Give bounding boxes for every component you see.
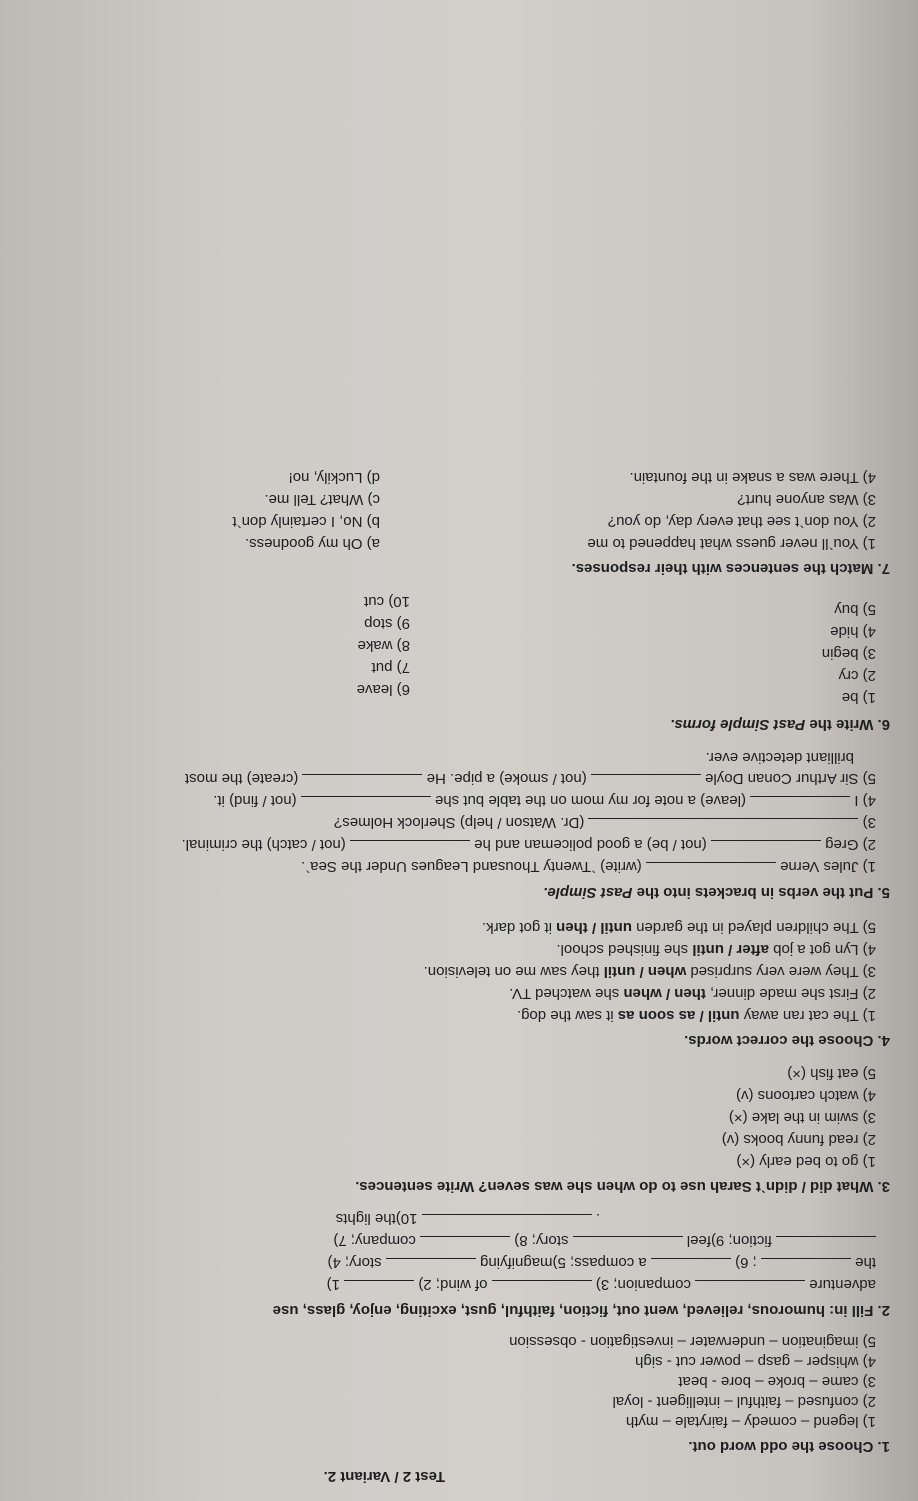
task2-line bbox=[336, 1208, 600, 1229]
task5-item bbox=[213, 790, 876, 811]
task5-text: 3) bbox=[862, 814, 876, 831]
task4-text: she watched TV. bbox=[509, 985, 624, 1002]
task5-heading bbox=[543, 884, 890, 901]
task5-text: (not / be) a good policeman and he bbox=[474, 836, 707, 853]
task4-choice[interactable]: until / then bbox=[556, 919, 632, 936]
answer-blank[interactable] bbox=[573, 1236, 683, 1251]
task6-item: 6) leave bbox=[356, 681, 410, 698]
task5-heading-text: 5. Put the verbs in brackets into the bbox=[632, 884, 890, 901]
task3-item: 1) go to bed early (×) bbox=[736, 1153, 876, 1170]
task4-item bbox=[517, 1005, 876, 1025]
task2-word: . bbox=[595, 1210, 600, 1227]
task7-response: d) Luckily, no! bbox=[288, 469, 380, 486]
task5-text: (write) `Twenty Thousand Leagues Under the Sea`. bbox=[301, 858, 642, 875]
answer-blank[interactable] bbox=[711, 840, 821, 855]
task2-word: company; 7) bbox=[333, 1232, 416, 1249]
task5-text: (not / catch) the criminal. bbox=[181, 836, 346, 853]
task3-item: 5) eat fish (×) bbox=[787, 1065, 876, 1082]
answer-blank[interactable] bbox=[492, 1280, 592, 1295]
answer-blank[interactable] bbox=[350, 840, 470, 855]
task7-heading: 7. Match the sentences with their responses. bbox=[571, 560, 890, 577]
answer-blank[interactable] bbox=[761, 1258, 851, 1273]
task4-item bbox=[556, 939, 876, 959]
task2-word: story; 8) bbox=[514, 1232, 569, 1249]
task4-text: 1) The cat ran away bbox=[739, 1007, 876, 1024]
task5-text: (leave) a note for my mom on the table but she bbox=[434, 792, 746, 809]
answer-blank[interactable] bbox=[386, 1258, 476, 1273]
task7-response: b) No, I certainly don`t bbox=[232, 513, 380, 530]
answer-blank[interactable] bbox=[750, 796, 850, 811]
answer-blank[interactable] bbox=[301, 796, 431, 811]
task4-item bbox=[424, 961, 876, 981]
task6-item: 2) cry bbox=[838, 667, 876, 684]
task7-sentence: 3) Was anyone hurt? bbox=[737, 491, 876, 508]
task6-item: 8) wake bbox=[357, 637, 410, 654]
task5-heading-tense: Past Simple. bbox=[543, 884, 633, 901]
task3-heading: 3. What did / didn`t Sarah use to do when she was seven? Write sentences. bbox=[355, 1178, 890, 1195]
answer-blank[interactable] bbox=[420, 1236, 510, 1251]
task1-item: 2) confused – faithful – intelligent - loyal bbox=[612, 1393, 876, 1410]
task2-word: story; 4) bbox=[327, 1254, 382, 1271]
task2-heading: 2. Fill in: humorous, relieved, went out, fiction, faithful, gust, exciting, enjoy, glass, use bbox=[272, 1302, 890, 1319]
task6-item: 7) put bbox=[371, 659, 410, 676]
answer-blank[interactable] bbox=[344, 1280, 414, 1295]
task4-text: it got dark. bbox=[481, 919, 557, 936]
task4-text: 5) The children played in the garden bbox=[631, 919, 876, 936]
task4-text: it saw the dog. bbox=[516, 1007, 618, 1024]
task5-item bbox=[185, 768, 876, 789]
task4-text: they saw me on television. bbox=[423, 963, 604, 980]
task4-choice[interactable]: when / until bbox=[603, 963, 687, 980]
task5-item bbox=[334, 812, 876, 833]
task4-text: she finished school. bbox=[556, 941, 693, 958]
task2-line bbox=[327, 1274, 876, 1295]
answer-blank[interactable] bbox=[695, 1280, 805, 1295]
task5-text: (Dr. Watson / help) Sherlock Holmes? bbox=[333, 814, 585, 831]
task1-item: 5) imagination – underwater – investigation - obsession bbox=[509, 1333, 876, 1350]
task5-text: 4) I bbox=[854, 792, 876, 809]
task6-item: 9) stop bbox=[364, 615, 410, 632]
task4-choice[interactable]: until / as soon as bbox=[617, 1007, 740, 1024]
answer-blank[interactable] bbox=[302, 774, 422, 789]
task2-word: a compass; 5)magnifying bbox=[480, 1254, 647, 1271]
task5-text: (not / find) it. bbox=[213, 792, 297, 809]
task2-word: adventure bbox=[809, 1276, 876, 1293]
task7-response: c) What? Tell me. bbox=[264, 491, 380, 508]
task7-sentence: 1) You`ll never guess what happened to me bbox=[587, 535, 876, 552]
answer-blank[interactable] bbox=[646, 862, 776, 877]
test-title: Test 2 / Variant 2. bbox=[323, 1468, 445, 1485]
task1-item: 3) came – broke – bore - beat bbox=[678, 1373, 876, 1390]
task1-item: 1) legend – comedy – fairytale – myth bbox=[625, 1413, 876, 1430]
task2-word: fiction; 9)feel bbox=[686, 1232, 772, 1249]
task6-item: 10) cut bbox=[364, 593, 410, 610]
task5-text: 5) Sir Arthur Conan Doyle bbox=[705, 770, 876, 787]
task4-heading: 4. Choose the correct words. bbox=[684, 1032, 890, 1049]
task7-response: a) Oh my goodness. bbox=[244, 535, 380, 552]
task2-word: of wind; 2) bbox=[418, 1276, 488, 1293]
task3-item: 2) read funny books (v) bbox=[721, 1131, 876, 1148]
task1-heading: 1. Choose the odd word out. bbox=[688, 1438, 890, 1455]
task6-heading bbox=[670, 716, 890, 733]
task4-choice[interactable]: after / until bbox=[692, 941, 769, 958]
task6-item: 5) buy bbox=[834, 601, 876, 618]
answer-blank[interactable] bbox=[591, 774, 701, 789]
task6-heading-text: 6. Write the bbox=[805, 716, 890, 733]
task3-item: 4) watch cartoons (v) bbox=[735, 1087, 876, 1104]
answer-blank[interactable] bbox=[588, 818, 858, 833]
task7-sentence: 2) You don`t see that every day, do you? bbox=[607, 513, 876, 530]
task5-text: 1) Jules Verne bbox=[780, 858, 876, 875]
task2-word: companion; 3) bbox=[595, 1276, 691, 1293]
task5-text: 2) Greg bbox=[825, 836, 876, 853]
task6-heading-tense: Past Simple forms. bbox=[670, 716, 806, 733]
task1-item: 4) whisper – gasp – power cut - sigh bbox=[635, 1353, 876, 1370]
task4-item bbox=[509, 983, 876, 1003]
answer-blank[interactable] bbox=[422, 1214, 592, 1229]
answer-blank[interactable] bbox=[651, 1258, 731, 1273]
task4-text: 2) First she made dinner, bbox=[705, 985, 876, 1002]
task4-text: 4) Lyn got a job bbox=[768, 941, 876, 958]
task2-word: the bbox=[855, 1254, 876, 1271]
task2-line bbox=[327, 1252, 876, 1273]
task4-item bbox=[482, 917, 876, 937]
answer-blank[interactable] bbox=[776, 1236, 876, 1251]
task4-text: 3) They were very surprised bbox=[686, 963, 876, 980]
task6-item: 3) begin bbox=[821, 645, 876, 662]
task2-word: ; 6) bbox=[735, 1254, 757, 1271]
task6-item: 4) hide bbox=[830, 623, 876, 640]
task5-item bbox=[301, 856, 876, 877]
task5-item: brilliant detective ever. bbox=[705, 749, 854, 766]
task2-word: 10)the lights bbox=[335, 1210, 418, 1227]
task5-item bbox=[182, 834, 876, 855]
task3-item: 3) swim in the lake (×) bbox=[728, 1109, 876, 1126]
task2-line bbox=[333, 1230, 876, 1251]
task2-word: 1) bbox=[326, 1276, 340, 1293]
task6-item: 1) be bbox=[841, 689, 876, 706]
task7-sentence: 4) There was a snake in the fountain. bbox=[629, 469, 876, 486]
task4-choice[interactable]: then / when bbox=[623, 985, 706, 1002]
task5-text: (not / smoke) a pipe. He bbox=[426, 770, 587, 787]
task5-text: (create) the most bbox=[184, 770, 299, 787]
